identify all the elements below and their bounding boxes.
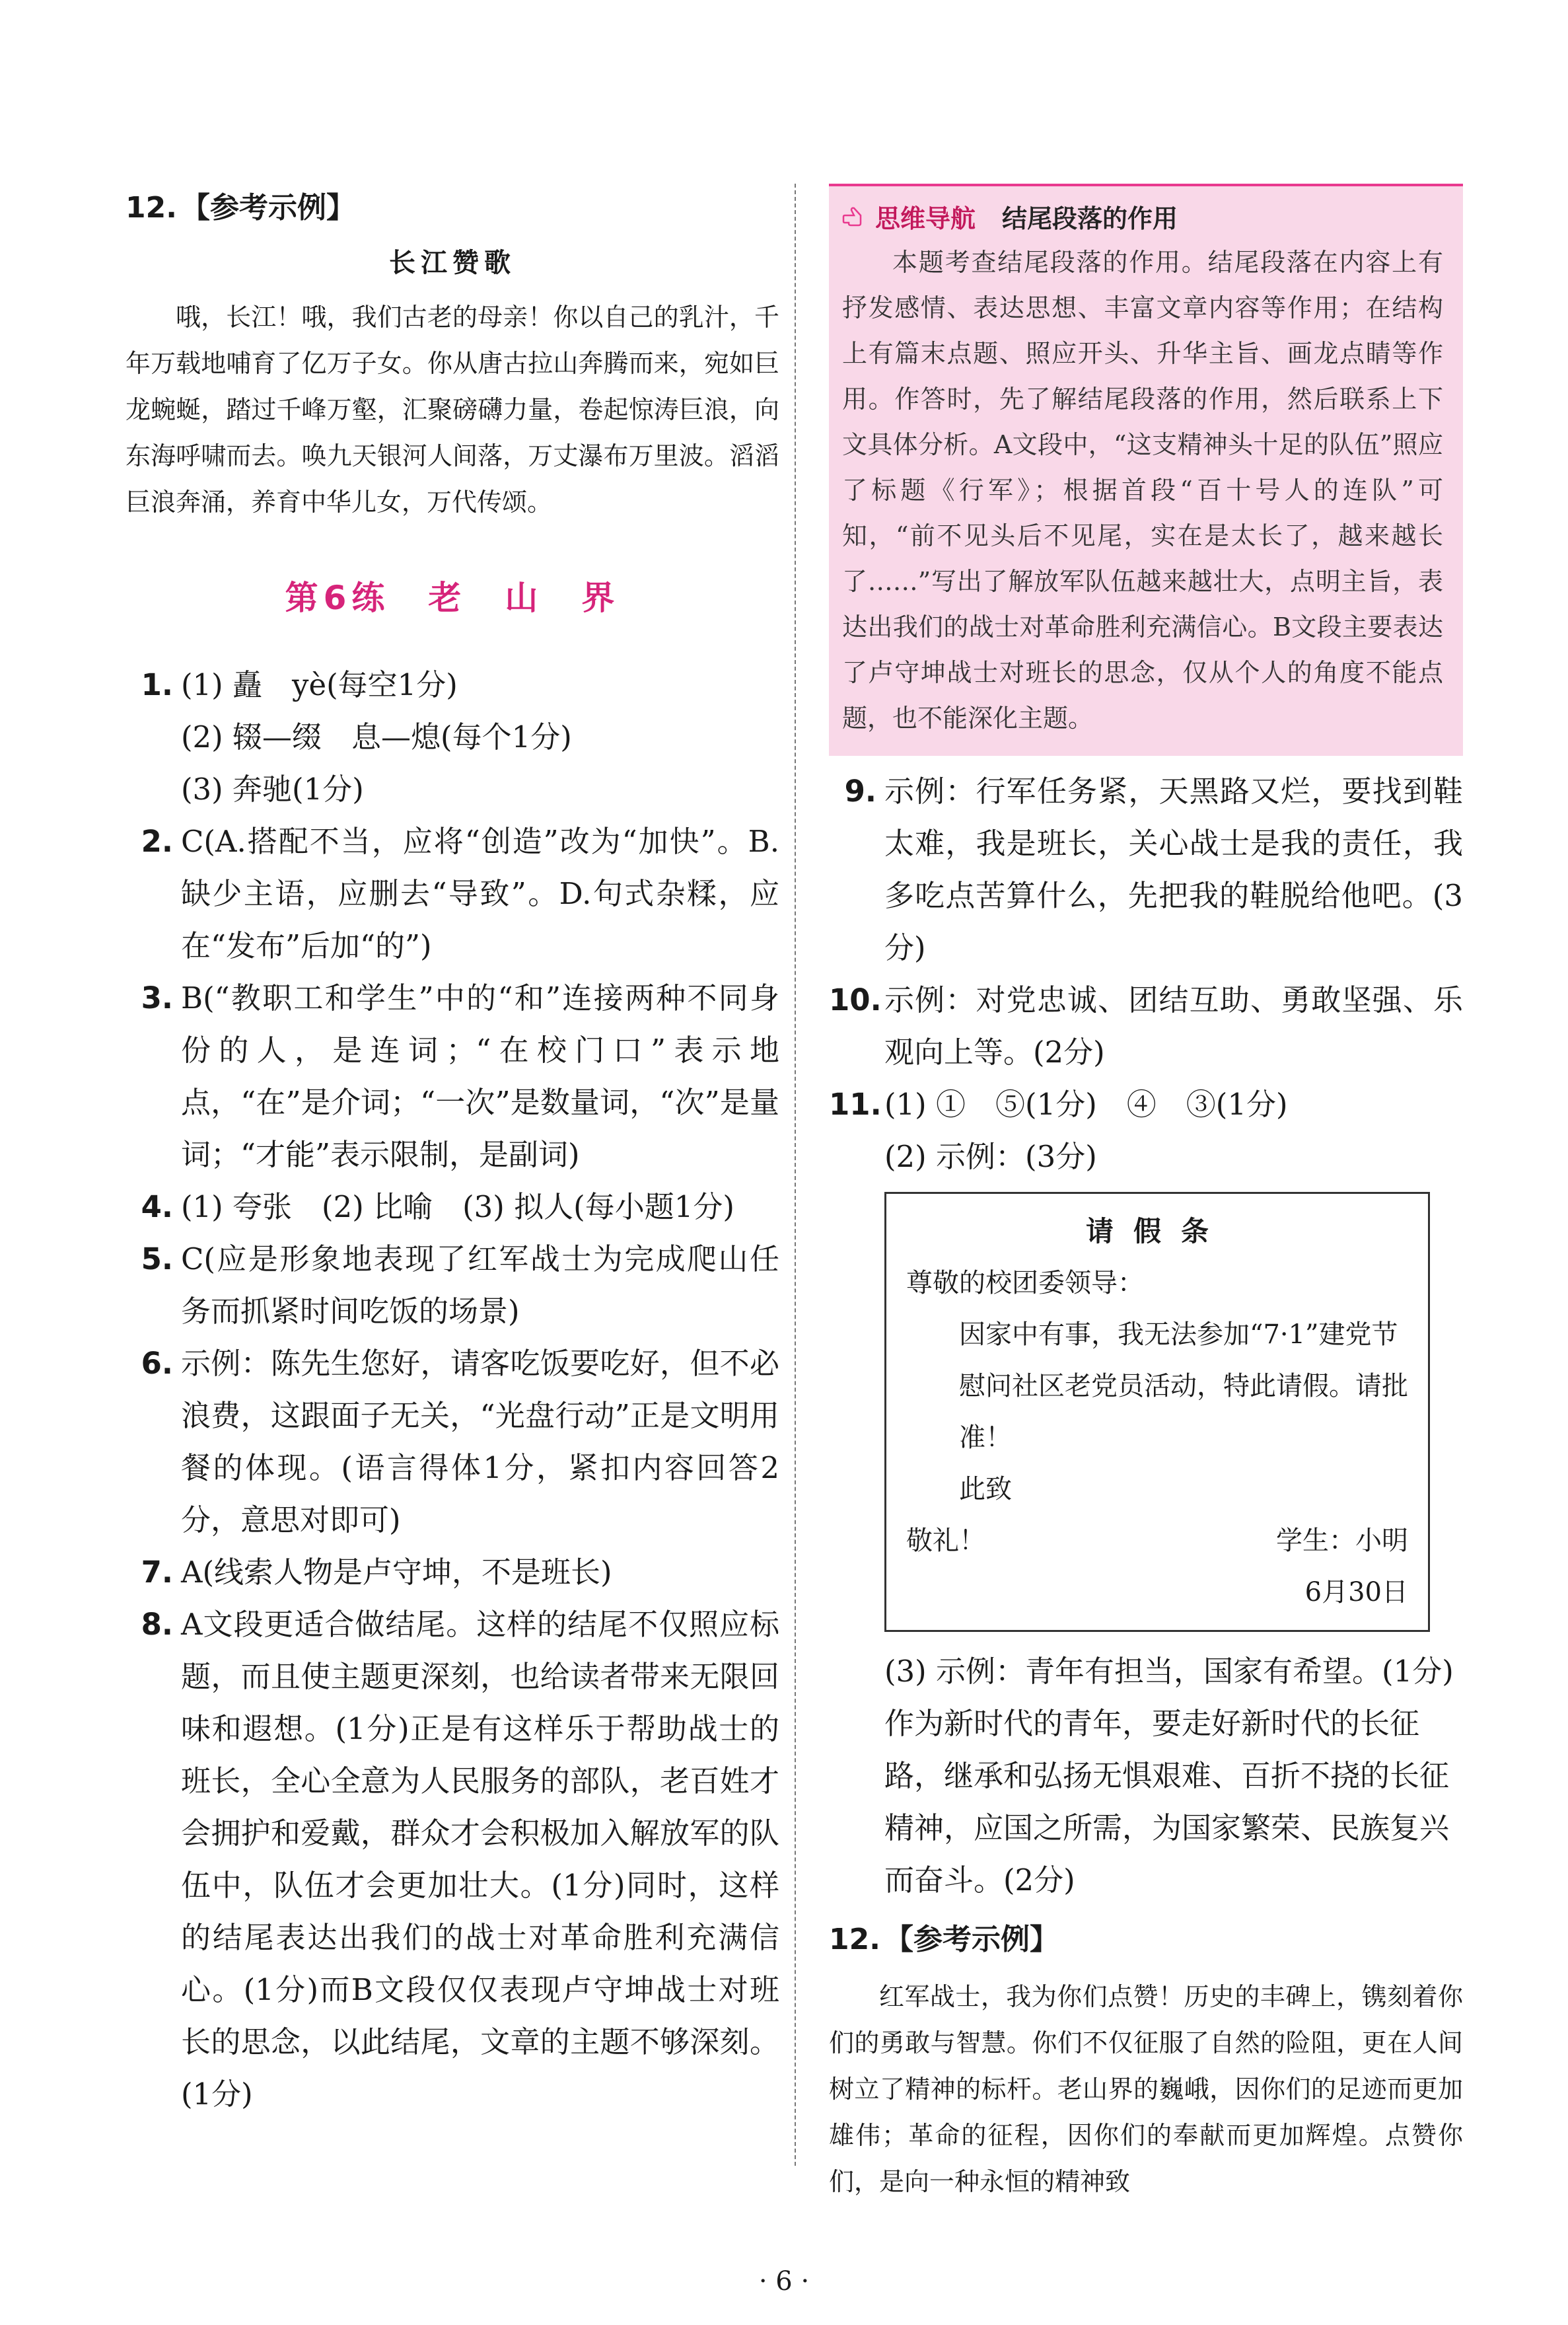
q12-header-left: 12. 【参考示例】 bbox=[125, 191, 355, 225]
answer-item-5: 5. C(应是形象地表现了红军战士为完成爬山任务而抓紧时间吃饭的场景) bbox=[141, 1241, 779, 1329]
right-column bbox=[829, 184, 1463, 2205]
answer-item-7: 7. A(线索人物是卢守坤，不是班长) bbox=[141, 1555, 612, 1590]
answer-item-8: 8. A文段更适合做结尾。这样的结尾不仅照应标题，而且使主题更深刻，也给读者带来无限回味和遐想。(1分)正是有这样乐于帮助战士的班长，全心全意为人民服务的部队，老百姓才会拥护和爱戴，群众才会积极加入解放军的队伍中，队伍才会更加壮大。(1分)同时，这样的结尾表达出我们的战士对革命胜利充满信心。(1分)而B文段仅仅表现卢守坤战士对班长的思念，以此结尾，文章的主题不够深刻。(1分) bbox=[141, 1607, 779, 2112]
leave-note-signature: 学生：小明 bbox=[1276, 1526, 1408, 1556]
answer-item-6: 6. 示例：陈先生您好，请客吃饭要吃好，但不必浪费，这跟面子无关，“光盘行动”正是文明用餐的体现。(语言得体1分，紧扣内容回答2分，意思对即可) bbox=[141, 1346, 779, 1537]
answer-item-3: 3. B(“教职工和学生”中的“和”连接两种不同身份的人，是连词；“在校门口”表示地点，“在”是介词；“一次”是数量词，“次”是量词；“才能”表示限制，是副词) bbox=[141, 980, 779, 1172]
answer-11-part3: (3) 示例：青年有担当，国家有希望。(1分)作为新时代的青年，要走好新时代的长征路，继承和弘扬无惧艰难、百折不挠的长征精神，应国之所需，为国家繁荣、民族复兴而奋斗。(2分) bbox=[884, 1654, 1454, 1898]
answer-item-10: 10. 示例：对党忠诚、团结互助、勇敢坚强、乐观向上等。(2分) bbox=[829, 982, 1463, 1070]
answer-item-9: 9. 示例：行军任务紧，天黑路又烂，要找到鞋太难，我是班长，关心战士是我的责任，我多吃点苦算什么，先把我的鞋脱给他吧。(3分) bbox=[844, 774, 1463, 965]
leave-note-closing2: 敬礼！ bbox=[906, 1526, 985, 1556]
pointing-hand-icon bbox=[842, 203, 869, 230]
leave-note-body: 因家中有事，我无法参加“7·1”建党节慰问社区老党员活动，特此请假。请批准！ bbox=[959, 1319, 1408, 1453]
leave-note-closing1: 此致 bbox=[959, 1474, 1012, 1504]
nav-body: 本题考查结尾段落的作用。结尾段落在内容上有抒发感情、表达思想、丰富文章内容等作用；在结构上有篇末点题、照应开头、升华主旨、画龙点睛等作用。作答时，先了解结尾段落的作用，然后联系上下文具体分析。A文段中，“这支精神头十足的队伍”照应了标题《行军》；根据首段“百十号人的连队”可知，“前不见头后不见尾，实在是太长了，越来越长了……”写出了解放军队伍越来越壮大，点明主旨，表达出我们的战士对革命胜利充满信心。B文段主要表达了卢守坤战士对班长的思念，仅从个人的角度不能点题，也不能深化主题。 bbox=[842, 248, 1443, 733]
essay-body: 哦，长江！哦，我们古老的母亲！你以自己的乳汁，千年万载地哺育了亿万子女。你从唐古拉山奔腾而来，宛如巨龙蜿蜒，踏过千峰万壑，汇聚磅礴力量，卷起惊涛巨浪，向东海呼啸而去。唤九天银河人间落，万丈瀑布万里波。滔滔巨浪奔涌，养育中华儿女，万代传颂。 bbox=[125, 303, 779, 517]
leave-note bbox=[884, 1192, 1430, 1632]
answer-item-4: 4. (1) 夸张 (2) 比喻 (3) 拟人(每小题1分) bbox=[141, 1189, 734, 1224]
answer-item-11: 11. (1) ① ⑤(1分) ④ ③(1分) (2) 示例：(3分) bbox=[829, 1087, 1288, 1174]
q12-header-right: 12. 【参考示例】 bbox=[829, 1923, 1059, 1956]
leave-note-title: 请假条 bbox=[1085, 1215, 1229, 1247]
thinking-navigation-box bbox=[829, 184, 1463, 756]
q12-essay-body: 红军战士，我为你们点赞！历史的丰碑上，镌刻着你们的勇敢与智慧。你们不仅征服了自然的险阻，更在人间树立了精神的标杆。老山界的巍峨，因你们的足迹而更加雄伟；革命的征程，因你们的奉献而更加辉煌。点赞你们，是向一种永恒的精神致 bbox=[829, 1982, 1463, 2196]
answer-item-2: 2. C(A.搭配不当，应将“创造”改为“加快”。B.缺少主语，应删去“导致”。D.句式杂糅，应在“发布”后加“的”) bbox=[141, 824, 779, 963]
leave-note-greeting: 尊敬的校团委领导： bbox=[906, 1268, 1144, 1298]
lesson-title: 第6练 老 山 界 bbox=[285, 579, 620, 617]
page-number: · 6 · bbox=[758, 2266, 810, 2297]
essay-title: 长江赞歌 bbox=[389, 248, 516, 278]
nav-header: 思维导航 结尾段落的作用 bbox=[842, 198, 1443, 235]
answer-item-1: 1. (1) 矗 yè(每空1分) (2) 辍—缀 息—熄(每个1分) (3) 奔驰(1分) bbox=[141, 667, 572, 807]
leave-note-date: 6月30日 bbox=[1304, 1577, 1408, 1607]
column-divider bbox=[795, 184, 796, 2166]
left-column bbox=[125, 184, 779, 2120]
